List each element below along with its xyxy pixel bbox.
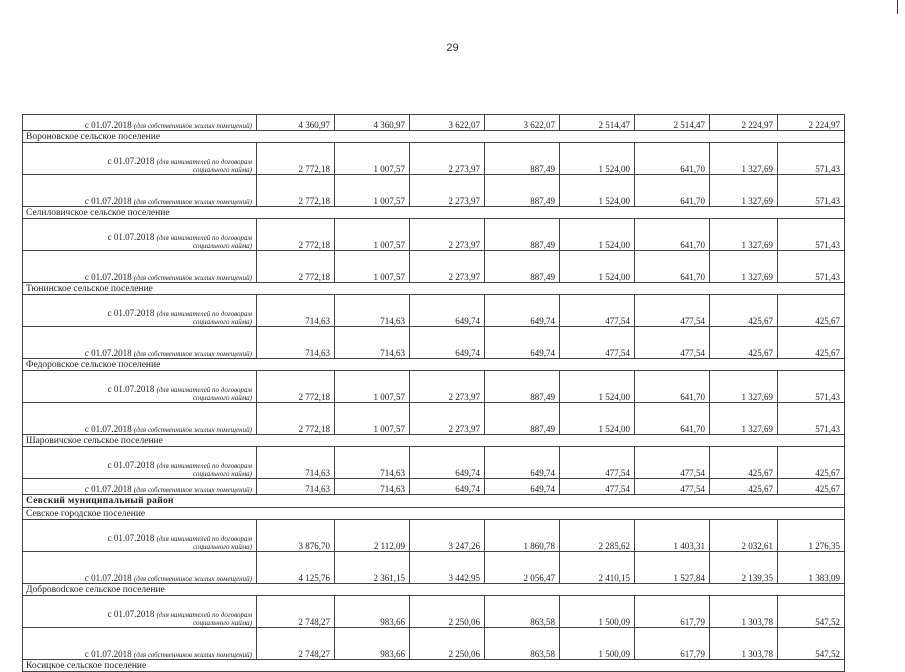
tariff-value-cell: 2 285,62 <box>560 520 635 552</box>
tariff-value-cell: 641,70 <box>635 251 710 283</box>
tariff-row <box>23 371 845 403</box>
tariff-value-cell: 1 524,00 <box>560 371 635 403</box>
tariff-value-cell: 2 514,47 <box>560 115 635 131</box>
tariff-table-body <box>23 115 845 672</box>
period-date: с 01.07.2018 <box>107 384 155 394</box>
tariff-value-cell: 1 524,00 <box>560 403 635 435</box>
settlement-heading-row <box>23 131 845 143</box>
tariff-value-cell: 477,54 <box>560 327 635 359</box>
consumer-category-note-continued: социального найма) <box>193 242 252 250</box>
period-label <box>23 371 257 403</box>
period-date: с 01.07.2018 <box>107 609 155 619</box>
consumer-category-note: (для нанимателей по договорам <box>156 462 252 470</box>
tariff-value-cell: 2 361,15 <box>335 552 410 584</box>
period-date: с 01.07.2018 <box>84 272 132 282</box>
tariff-value-cell: 714,63 <box>335 447 410 479</box>
tariff-value-cell: 2 772,18 <box>257 403 335 435</box>
consumer-category-note-continued: социального найма) <box>193 394 252 402</box>
consumer-category-note: (для нанимателей по договорам <box>156 158 252 166</box>
tariff-row <box>23 219 845 251</box>
tariff-value-cell: 649,74 <box>485 447 560 479</box>
consumer-category-note: (для нанимателей по договорам <box>156 310 252 318</box>
consumer-category-note: (для собственников жилых помещений) <box>133 426 252 434</box>
consumer-category-note: (для собственников жилых помещений) <box>133 198 252 206</box>
tariff-value-cell: 1 524,00 <box>560 143 635 175</box>
tariff-value-cell: 477,54 <box>635 295 710 327</box>
tariff-row <box>23 403 845 435</box>
tariff-row <box>23 251 845 283</box>
tariff-value-cell: 617,79 <box>635 596 710 628</box>
tariff-value-cell: 887,49 <box>485 403 560 435</box>
period-date: с 01.07.2018 <box>107 308 155 318</box>
period-label <box>23 628 257 660</box>
tariff-value-cell: 863,58 <box>485 596 560 628</box>
consumer-category-note: (для нанимателей по договорам <box>156 611 252 619</box>
tariff-value-cell: 641,70 <box>635 175 710 207</box>
tariff-value-cell: 1 383,09 <box>778 552 845 584</box>
period-label <box>23 447 257 479</box>
tariff-value-cell: 547,52 <box>778 596 845 628</box>
tariff-value-cell: 1 403,31 <box>635 520 710 552</box>
tariff-value-cell: 2 273,97 <box>410 175 485 207</box>
tariff-value-cell: 2 772,18 <box>257 219 335 251</box>
consumer-category-note: (для собственников жилых помещений) <box>133 274 252 282</box>
tariff-value-cell: 2 224,97 <box>778 115 845 131</box>
settlement-title: Добровodское сельское поселение <box>23 584 845 596</box>
settlement-heading-row <box>23 359 845 371</box>
tariff-value-cell: 1 327,69 <box>710 143 778 175</box>
tariff-value-cell: 649,74 <box>410 479 485 495</box>
period-date: с 01.07.2018 <box>84 120 132 130</box>
tariff-row <box>23 520 845 552</box>
tariff-value-cell: 1 860,78 <box>485 520 560 552</box>
consumer-category-note: (для собственников жилых помещений) <box>133 350 252 358</box>
tariff-value-cell: 714,63 <box>335 479 410 495</box>
period-date: с 01.07.2018 <box>107 232 155 242</box>
period-label <box>23 552 257 584</box>
tariff-value-cell: 1 500,09 <box>560 628 635 660</box>
tariff-value-cell: 571,43 <box>778 371 845 403</box>
settlement-heading-row <box>23 283 845 295</box>
tariff-value-cell: 2 056,47 <box>485 552 560 584</box>
consumer-category-note: (для нанимателей по договорам <box>156 234 252 242</box>
tariff-value-cell: 983,66 <box>335 596 410 628</box>
tariff-value-cell: 1 524,00 <box>560 219 635 251</box>
tariff-value-cell: 425,67 <box>778 327 845 359</box>
settlement-title: Вороновское сельское поселение <box>23 131 845 143</box>
page-number: 29 <box>446 42 459 54</box>
tariff-value-cell: 1 327,69 <box>710 219 778 251</box>
consumer-category-note: (для собственников жилых помещений) <box>133 486 252 494</box>
tariff-value-cell: 2 250,06 <box>410 628 485 660</box>
tariff-value-cell: 1 327,69 <box>710 251 778 283</box>
tariff-value-cell: 714,63 <box>335 327 410 359</box>
tariff-value-cell: 3 247,26 <box>410 520 485 552</box>
tariff-value-cell: 887,49 <box>485 251 560 283</box>
tariff-row <box>23 552 845 584</box>
tariff-value-cell: 571,43 <box>778 219 845 251</box>
tariff-value-cell: 2 772,18 <box>257 175 335 207</box>
tariff-value-cell: 2 224,97 <box>710 115 778 131</box>
tariff-value-cell: 1 007,57 <box>335 175 410 207</box>
tariff-value-cell: 477,54 <box>635 327 710 359</box>
period-label <box>23 403 257 435</box>
consumer-category-note: (для собственников жилых помещений) <box>133 575 252 583</box>
tariff-value-cell: 887,49 <box>485 371 560 403</box>
tariff-row <box>23 447 845 479</box>
tariff-value-cell: 2 410,15 <box>560 552 635 584</box>
tariff-value-cell: 477,54 <box>560 479 635 495</box>
consumer-category-note-continued: социального найма) <box>193 543 252 551</box>
tariff-value-cell: 571,43 <box>778 403 845 435</box>
tariff-value-cell: 649,74 <box>485 479 560 495</box>
tariff-table <box>22 114 845 672</box>
tariff-value-cell: 1 500,09 <box>560 596 635 628</box>
consumer-category-note-continued: социального найма) <box>193 318 252 326</box>
tariff-value-cell: 425,67 <box>778 479 845 495</box>
tariff-value-cell: 2 772,18 <box>257 143 335 175</box>
tariff-value-cell: 649,74 <box>485 327 560 359</box>
tariff-value-cell: 1 327,69 <box>710 371 778 403</box>
tariff-value-cell: 2 748,27 <box>257 596 335 628</box>
tariff-value-cell: 649,74 <box>410 295 485 327</box>
tariff-row <box>23 143 845 175</box>
tariff-value-cell: 641,70 <box>635 371 710 403</box>
tariff-value-cell: 1 303,78 <box>710 628 778 660</box>
tariff-value-cell: 714,63 <box>257 327 335 359</box>
tariff-value-cell: 571,43 <box>778 251 845 283</box>
tariff-value-cell: 649,74 <box>410 447 485 479</box>
tariff-row <box>23 327 845 359</box>
settlement-heading-row <box>23 660 845 672</box>
tariff-value-cell: 714,63 <box>257 447 335 479</box>
period-label <box>23 479 257 495</box>
tariff-value-cell: 641,70 <box>635 143 710 175</box>
tariff-row <box>23 175 845 207</box>
tariff-value-cell: 4 360,97 <box>257 115 335 131</box>
scan-edge-mark <box>897 0 898 14</box>
period-date: с 01.07.2018 <box>107 533 155 543</box>
tariff-value-cell: 863,58 <box>485 628 560 660</box>
tariff-value-cell: 3 622,07 <box>485 115 560 131</box>
tariff-value-cell: 3 442,95 <box>410 552 485 584</box>
consumer-category-note: (для нанимателей по договорам <box>156 535 252 543</box>
tariff-row <box>23 596 845 628</box>
tariff-value-cell: 1 303,78 <box>710 596 778 628</box>
tariff-value-cell: 425,67 <box>778 447 845 479</box>
consumer-category-note: (для нанимателей по договорам <box>156 386 252 394</box>
tariff-value-cell: 3 622,07 <box>410 115 485 131</box>
tariff-value-cell: 477,54 <box>635 447 710 479</box>
district-heading-row <box>23 495 845 508</box>
tariff-value-cell: 983,66 <box>335 628 410 660</box>
tariff-value-cell: 1 327,69 <box>710 175 778 207</box>
tariff-value-cell: 2 273,97 <box>410 251 485 283</box>
tariff-value-cell: 3 876,70 <box>257 520 335 552</box>
period-label <box>23 596 257 628</box>
consumer-category-note-continued: социального найма) <box>193 166 252 174</box>
period-date: с 01.07.2018 <box>84 573 132 583</box>
tariff-row <box>23 295 845 327</box>
tariff-value-cell: 649,74 <box>485 295 560 327</box>
tariff-value-cell: 641,70 <box>635 403 710 435</box>
tariff-value-cell: 2 139,35 <box>710 552 778 584</box>
tariff-value-cell: 425,67 <box>710 479 778 495</box>
period-date: с 01.07.2018 <box>84 424 132 434</box>
period-date: с 01.07.2018 <box>84 196 132 206</box>
settlement-title: Шаровичское сельское поселение <box>23 435 845 447</box>
tariff-value-cell: 714,63 <box>257 479 335 495</box>
period-label <box>23 327 257 359</box>
tariff-value-cell: 2 250,06 <box>410 596 485 628</box>
settlement-heading-row <box>23 508 845 520</box>
tariff-value-cell: 1 327,69 <box>710 403 778 435</box>
tariff-value-cell: 2 772,18 <box>257 251 335 283</box>
tariff-value-cell: 2 032,61 <box>710 520 778 552</box>
tariff-value-cell: 887,49 <box>485 219 560 251</box>
tariff-value-cell: 2 112,09 <box>335 520 410 552</box>
period-date: с 01.07.2018 <box>84 649 132 659</box>
consumer-category-note-continued: социального найма) <box>193 619 252 627</box>
period-label <box>23 175 257 207</box>
period-date: с 01.07.2018 <box>84 484 132 494</box>
tariff-value-cell: 1 007,57 <box>335 371 410 403</box>
tariff-value-cell: 1 524,00 <box>560 175 635 207</box>
tariff-value-cell: 425,67 <box>710 447 778 479</box>
tariff-value-cell: 2 772,18 <box>257 371 335 403</box>
tariff-value-cell: 617,79 <box>635 628 710 660</box>
tariff-value-cell: 477,54 <box>560 447 635 479</box>
consumer-category-note-continued: социального найма) <box>193 470 252 478</box>
tariff-value-cell: 714,63 <box>257 295 335 327</box>
tariff-row <box>23 115 845 131</box>
tariff-value-cell: 887,49 <box>485 175 560 207</box>
tariff-value-cell: 477,54 <box>635 479 710 495</box>
period-label <box>23 143 257 175</box>
tariff-value-cell: 425,67 <box>710 327 778 359</box>
settlement-title: Селиловичское сельское поселение <box>23 207 845 219</box>
tariff-value-cell: 571,43 <box>778 175 845 207</box>
tariff-value-cell: 714,63 <box>335 295 410 327</box>
tariff-value-cell: 477,54 <box>560 295 635 327</box>
tariff-row <box>23 628 845 660</box>
tariff-value-cell: 2 273,97 <box>410 143 485 175</box>
tariff-value-cell: 2 748,27 <box>257 628 335 660</box>
consumer-category-note: (для собственников жилых помещений) <box>133 122 252 130</box>
tariff-value-cell: 425,67 <box>710 295 778 327</box>
tariff-value-cell: 887,49 <box>485 143 560 175</box>
settlement-title: Косицкое сельское поселение <box>23 660 845 672</box>
district-title: Севский муниципальный район <box>23 495 845 508</box>
period-date: с 01.07.2018 <box>107 460 155 470</box>
tariff-value-cell: 4 360,97 <box>335 115 410 131</box>
settlement-title: Севское городское поселение <box>23 508 845 520</box>
tariff-value-cell: 2 514,47 <box>635 115 710 131</box>
tariff-value-cell: 1 007,57 <box>335 219 410 251</box>
period-label <box>23 251 257 283</box>
settlement-title: Федоровское сельское поселение <box>23 359 845 371</box>
tariff-value-cell: 1 007,57 <box>335 251 410 283</box>
tariff-value-cell: 649,74 <box>410 327 485 359</box>
tariff-value-cell: 2 273,97 <box>410 371 485 403</box>
tariff-value-cell: 1 524,00 <box>560 251 635 283</box>
settlement-heading-row <box>23 435 845 447</box>
settlement-heading-row <box>23 584 845 596</box>
period-label <box>23 520 257 552</box>
tariff-value-cell: 641,70 <box>635 219 710 251</box>
tariff-value-cell: 4 125,76 <box>257 552 335 584</box>
tariff-value-cell: 547,52 <box>778 628 845 660</box>
tariff-value-cell: 1 007,57 <box>335 143 410 175</box>
tariff-value-cell: 1 527,84 <box>635 552 710 584</box>
tariff-value-cell: 1 276,35 <box>778 520 845 552</box>
period-label <box>23 295 257 327</box>
consumer-category-note: (для собственников жилых помещений) <box>133 651 252 659</box>
tariff-value-cell: 425,67 <box>778 295 845 327</box>
tariff-value-cell: 1 007,57 <box>335 403 410 435</box>
settlement-title: Тюнинское сельское поселение <box>23 283 845 295</box>
tariff-row <box>23 479 845 495</box>
period-date: с 01.07.2018 <box>107 156 155 166</box>
period-label <box>23 219 257 251</box>
tariff-value-cell: 2 273,97 <box>410 219 485 251</box>
settlement-heading-row <box>23 207 845 219</box>
tariff-value-cell: 2 273,97 <box>410 403 485 435</box>
tariff-value-cell: 571,43 <box>778 143 845 175</box>
period-date: с 01.07.2018 <box>84 348 132 358</box>
period-label <box>23 115 257 131</box>
